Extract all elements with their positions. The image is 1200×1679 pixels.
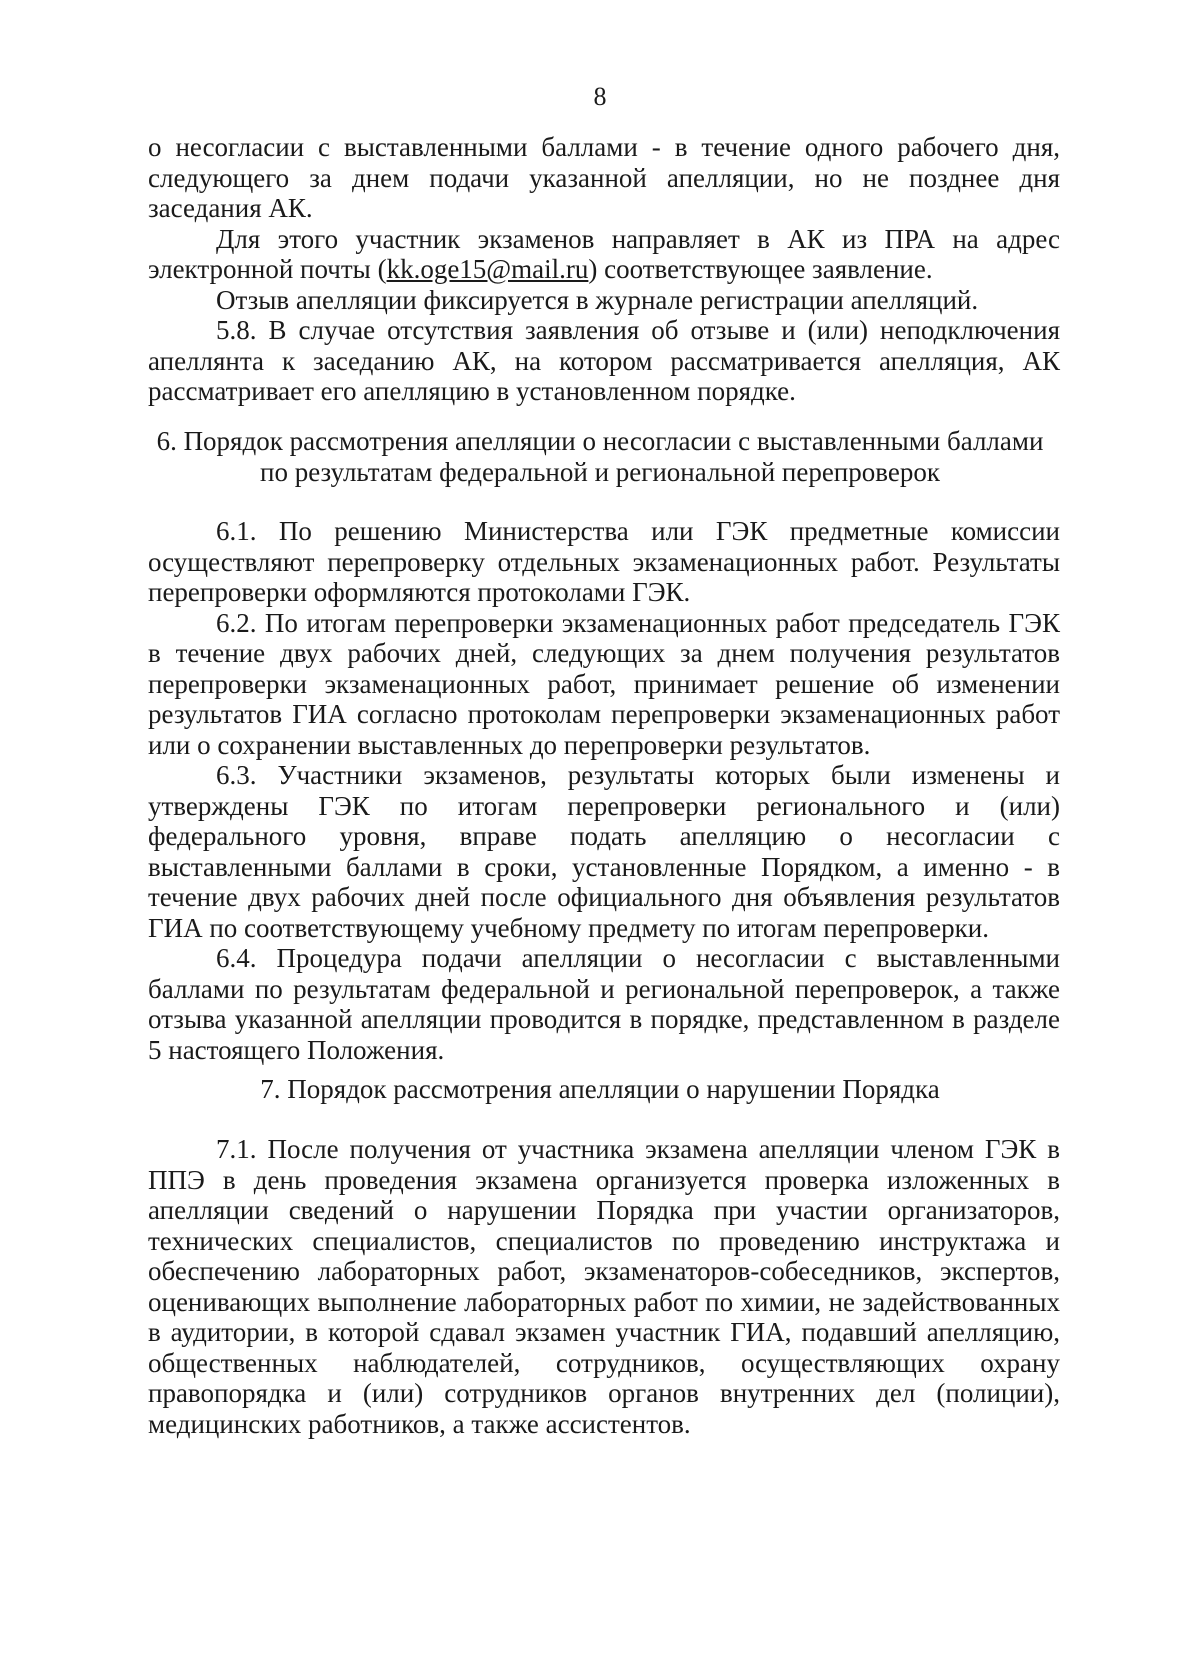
paragraph-withdraw: Отзыв апелляции фиксируется в журнале регистрации апелляций. xyxy=(216,284,979,315)
section-6-heading xyxy=(100,426,1100,487)
paragraph-6-2: 6.2. По итогам перепроверки экзаменационных работ председатель ГЭК в течение двух рабочих дней, следующих за днем получения результатов перепроверки экзаменационных работ, принимает решение об изменении результатов ГИА согласно протоколам перепроверки экзаменационных работ или о сохранении выставленных до перепроверки результатов. xyxy=(148,607,1060,760)
paragraph-email xyxy=(148,224,1060,285)
section-6-heading-line1: 6. Порядок рассмотрения апелляции о несогласии с выставленными баллами xyxy=(156,426,1044,456)
paragraph-6-3: 6.3. Участники экзаменов, результаты которых были изменены и утверждены ГЭК по итогам перепроверки регионального и (или) федерального уровня, вправе подать апелляцию о несогласии с выставленными баллами в сроки, установленные Порядком, а именно - в течение двух рабочих дней после официального дня объявления результатов ГИА по соответствующему учебному предмету по итогам перепроверки. xyxy=(148,760,1060,943)
paragraph-email-before: Для этого участник экзаменов направляет в АК из ПРА на адрес электронной почты ( xyxy=(148,223,1060,284)
paragraph-6-1: 6.1. По решению Министерства или ГЭК предметные комиссии осуществляют перепроверку отдельных экзаменационных работ. Результаты перепроверки оформляются протоколами ГЭК. xyxy=(148,516,1060,607)
page-number: 8 xyxy=(593,82,607,111)
email-link[interactable]: kk.oge15@mail.ru xyxy=(386,254,589,284)
section-7-heading xyxy=(100,1074,1100,1105)
top-text-block xyxy=(148,132,1060,407)
paragraph-5-8: 5.8. В случае отсутствия заявления об отзыве и (или) неподключения апеллянта к заседанию АК, на котором рассматривается апелляция, АК рассматривает его апелляцию в установленном порядке. xyxy=(148,315,1060,406)
paragraph-email-after: ) соответствующее заявление. xyxy=(588,254,933,284)
section-6-body xyxy=(148,516,1060,1065)
section-6-heading-line2: по результатам федеральной и региональной перепроверок xyxy=(260,456,940,487)
paragraph-continuation: о несогласии с выставленными баллами - в течение одного рабочего дня, следующего за днем подачи указанной апелляции, но не позднее дня заседания АК. xyxy=(148,132,1060,223)
paragraph-6-4: 6.4. Процедура подачи апелляции о несогласии с выставленными баллами по результатам федеральной и региональной перепроверок, а также отзыва указанной апелляции проводится в порядке, представленном в разделе 5 настоящего Положения. xyxy=(148,943,1060,1065)
paragraph-7-1: 7.1. После получения от участника экзамена апелляции членом ГЭК в ППЭ в день проведения экзамена организуется проверка изложенных в апелляции сведений о нарушении Порядка при участии организаторов, технических специалистов, специалистов по проведению инструктажа и обеспечению лабораторных работ, экзаменаторов-собеседников, экспертов, оценивающих выполнение лабораторных работ по химии, не задействованных в аудитории, в которой сдавал экзамен участник ГИА, подавший апелляцию, общественных наблюдателей, сотрудников, осуществляющих охрану правопорядка и (или) сотрудников органов внутренних дел (полиции), медицинских работников, а также ассистентов. xyxy=(148,1134,1060,1439)
section-7-heading-text: 7. Порядок рассмотрения апелляции о нарушении Порядка xyxy=(260,1074,940,1104)
section-7-body xyxy=(148,1134,1060,1439)
